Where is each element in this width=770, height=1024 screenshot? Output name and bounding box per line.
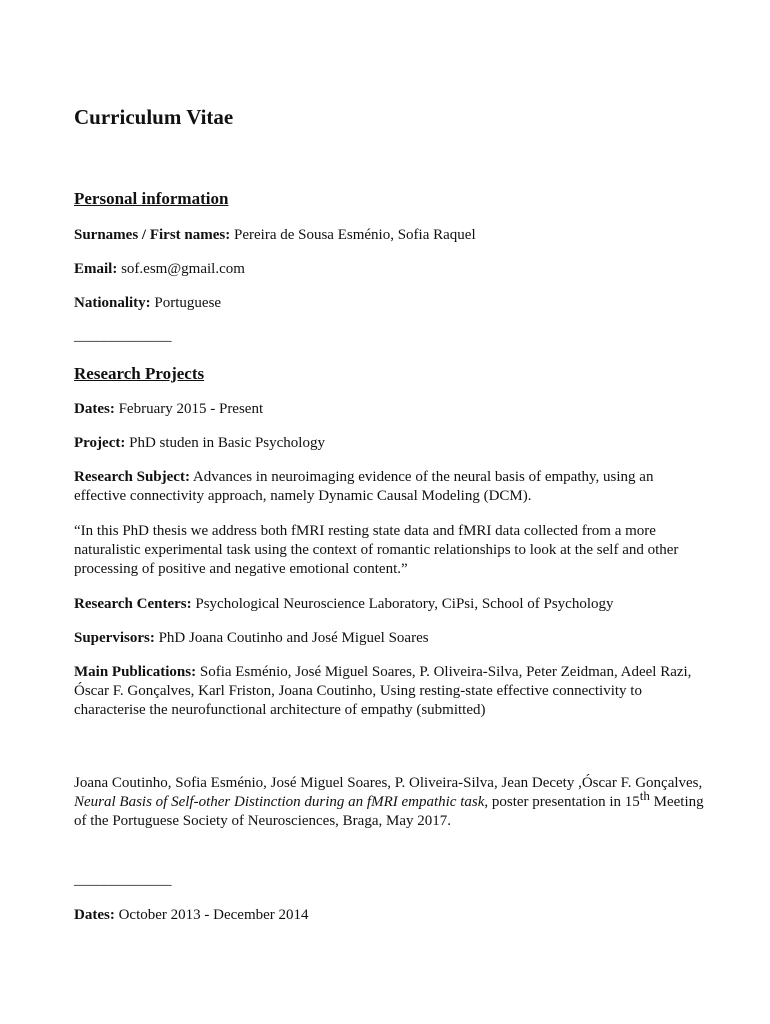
research-centers-label: Research Centers: bbox=[74, 596, 192, 612]
poster-title: Neural Basis of Self-other Distinction during an fMRI empathic task bbox=[74, 794, 485, 810]
thesis-quote: “In this PhD thesis we address both fMRI resting state data and fMRI data collected from a more naturalistic experimental task using the context of romantic relationships to look at the self and other processing of positive and negative emotional content.” bbox=[74, 523, 679, 577]
dates2-value: October 2013 - December 2014 bbox=[118, 907, 309, 923]
separator-1: _____________ bbox=[74, 328, 172, 344]
dates-line bbox=[74, 400, 263, 419]
poster-authors: Joana Coutinho, Sofia Esménio, José Miguel Soares, P. Oliveira-Silva, Jean Decety ,Óscar F. Gonçalves, bbox=[74, 775, 703, 791]
email-value: sof.esm@gmail.com bbox=[121, 261, 245, 277]
main-publications-paragraph bbox=[74, 663, 704, 720]
surnames-line bbox=[74, 226, 476, 245]
surnames-value: Pereira de Sousa Esménio, Sofia Raquel bbox=[234, 227, 476, 243]
supervisors-value: PhD Joana Coutinho and José Miguel Soares bbox=[158, 630, 429, 646]
project-value: PhD studen in Basic Psychology bbox=[129, 435, 325, 451]
dates-label: Dates: bbox=[74, 401, 115, 417]
poster-rest-2: Meeting of the Portuguese Society of Neurosciences, Braga, May 2017. bbox=[74, 794, 704, 829]
email-label: Email: bbox=[74, 261, 118, 277]
research-projects-heading: Research Projects bbox=[74, 364, 205, 383]
poster-superscript: th bbox=[639, 788, 650, 803]
dates2-label: Dates: bbox=[74, 907, 115, 923]
research-centers-value: Psychological Neuroscience Laboratory, CiPsi, School of Psychology bbox=[195, 596, 614, 612]
project-label: Project: bbox=[74, 435, 126, 451]
nationality-label: Nationality: bbox=[74, 295, 151, 311]
research-subject-value: Advances in neuroimaging evidence of the neural basis of empathy, using an effective connectivity approach, namely Dynamic Causal Modeling (DCM). bbox=[74, 469, 654, 504]
main-publications-label: Main Publications: bbox=[74, 664, 197, 680]
nationality-line bbox=[74, 294, 221, 313]
dates-value: February 2015 - Present bbox=[118, 401, 264, 417]
personal-info-heading: Personal information bbox=[74, 189, 229, 208]
nationality-value: Portuguese bbox=[154, 295, 222, 311]
research-centers-line bbox=[74, 595, 613, 614]
separator-2: _____________ bbox=[74, 872, 172, 888]
poster-citation bbox=[74, 774, 704, 831]
poster-rest-1: , poster presentation in 15 bbox=[484, 794, 640, 810]
research-subject-paragraph bbox=[74, 468, 704, 506]
dates2-line bbox=[74, 906, 309, 925]
supervisors-line bbox=[74, 629, 429, 648]
supervisors-label: Supervisors: bbox=[74, 630, 155, 646]
research-subject-label: Research Subject: bbox=[74, 469, 190, 485]
project-line bbox=[74, 434, 325, 453]
email-line bbox=[74, 260, 245, 279]
main-publications-value: Sofia Esménio, José Miguel Soares, P. Oliveira-Silva, Peter Zeidman, Adeel Razi, Óscar F. Gonçalves, Karl Friston, Joana Coutinho, Using resting-state effective connectivity to characterise the neurofunctional architecture of empathy (submitted) bbox=[74, 664, 692, 718]
surnames-label: Surnames / First names: bbox=[74, 227, 231, 243]
document-title: Curriculum Vitae bbox=[74, 105, 234, 129]
